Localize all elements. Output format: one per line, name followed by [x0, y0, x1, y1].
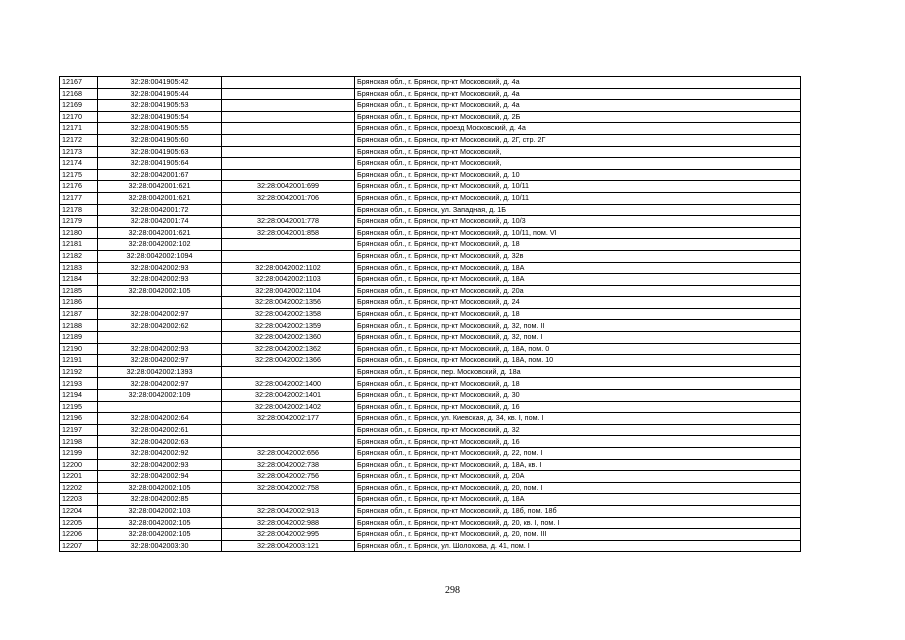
table-row	[60, 448, 801, 460]
address-cell: Брянская обл., г. Брянск, пр-кт Московский, д. 2Г, стр. 2Г	[355, 134, 801, 146]
related-cadastral-number-cell: 32:28:0042002:1356	[222, 297, 355, 309]
related-cadastral-number-cell	[222, 239, 355, 251]
cadastral-number-cell: 32:28:0042001:621	[98, 181, 222, 193]
address-cell: Брянская обл., г. Брянск, пр-кт Московский, д. 18б, пом. 18б	[355, 505, 801, 517]
related-cadastral-number-cell: 32:28:0042002:1400	[222, 378, 355, 390]
related-cadastral-number-cell	[222, 204, 355, 216]
address-cell: Брянская обл., г. Брянск, пр-кт Московский, д. 2Б	[355, 111, 801, 123]
related-cadastral-number-cell: 32:28:0042001:778	[222, 216, 355, 228]
row-number-cell: 12204	[60, 505, 98, 517]
related-cadastral-number-cell	[222, 494, 355, 506]
table-row	[60, 181, 801, 193]
table-row	[60, 239, 801, 251]
address-cell: Брянская обл., г. Брянск, пр-кт Московский, д. 32, пом. I	[355, 332, 801, 344]
address-cell: Брянская обл., г. Брянск, пр-кт Московский, д. 18А	[355, 494, 801, 506]
related-cadastral-number-cell: 32:28:0042002:913	[222, 505, 355, 517]
row-number-cell: 12182	[60, 250, 98, 262]
row-number-cell: 12179	[60, 216, 98, 228]
related-cadastral-number-cell	[222, 146, 355, 158]
table-row	[60, 216, 801, 228]
related-cadastral-number-cell: 32:28:0042002:1104	[222, 285, 355, 297]
table-row	[60, 355, 801, 367]
cadastral-number-cell: 32:28:0042002:63	[98, 436, 222, 448]
address-cell: Брянская обл., г. Брянск, пр-кт Московский, д. 32	[355, 424, 801, 436]
related-cadastral-number-cell	[222, 100, 355, 112]
address-cell: Брянская обл., г. Брянск, пр-кт Московский, д. 16	[355, 401, 801, 413]
table-row	[60, 378, 801, 390]
row-number-cell: 12192	[60, 366, 98, 378]
row-number-cell: 12200	[60, 459, 98, 471]
cadastral-number-cell: 32:28:0042002:62	[98, 320, 222, 332]
row-number-cell: 12196	[60, 413, 98, 425]
address-cell: Брянская обл., г. Брянск, пр-кт Московский, д. 20, кв. I, пом. I	[355, 517, 801, 529]
address-cell: Брянская обл., г. Брянск, пр-кт Московский,	[355, 146, 801, 158]
table-row	[60, 274, 801, 286]
row-number-cell: 12174	[60, 158, 98, 170]
cadastral-number-cell: 32:28:0042002:109	[98, 390, 222, 402]
related-cadastral-number-cell: 32:28:0042002:756	[222, 471, 355, 483]
related-cadastral-number-cell: 32:28:0042002:1103	[222, 274, 355, 286]
address-cell: Брянская обл., г. Брянск, пр-кт Московский, д. 18А, пом. 0	[355, 343, 801, 355]
address-cell: Брянская обл., г. Брянск, пр-кт Московский, д. 18А	[355, 262, 801, 274]
row-number-cell: 12193	[60, 378, 98, 390]
row-number-cell: 12189	[60, 332, 98, 344]
row-number-cell: 12186	[60, 297, 98, 309]
related-cadastral-number-cell: 32:28:0042002:177	[222, 413, 355, 425]
table-row	[60, 471, 801, 483]
row-number-cell: 12194	[60, 390, 98, 402]
row-number-cell: 12170	[60, 111, 98, 123]
table-row	[60, 204, 801, 216]
table-row	[60, 285, 801, 297]
related-cadastral-number-cell: 32:28:0042001:706	[222, 192, 355, 204]
cadastral-number-cell: 32:28:0042002:1094	[98, 250, 222, 262]
table-row	[60, 100, 801, 112]
table-row	[60, 123, 801, 135]
cadastral-number-cell: 32:28:0042002:94	[98, 471, 222, 483]
table-row	[60, 250, 801, 262]
table-row	[60, 192, 801, 204]
table-row	[60, 366, 801, 378]
row-number-cell: 12172	[60, 134, 98, 146]
cadastral-number-cell: 32:28:0042002:105	[98, 482, 222, 494]
row-number-cell: 12191	[60, 355, 98, 367]
table-row	[60, 401, 801, 413]
row-number-cell: 12180	[60, 227, 98, 239]
registry-table	[59, 76, 801, 552]
cadastral-number-cell: 32:28:0042001:67	[98, 169, 222, 181]
related-cadastral-number-cell: 32:28:0042002:758	[222, 482, 355, 494]
row-number-cell: 12177	[60, 192, 98, 204]
address-cell: Брянская обл., г. Брянск, пр-кт Московский, д. 4а	[355, 77, 801, 89]
address-cell: Брянская обл., г. Брянск, пр-кт Московский, д. 18	[355, 378, 801, 390]
cadastral-number-cell: 32:28:0042002:92	[98, 448, 222, 460]
table-row	[60, 297, 801, 309]
row-number-cell: 12197	[60, 424, 98, 436]
cadastral-number-cell: 32:28:0042002:105	[98, 517, 222, 529]
cadastral-number-cell: 32:28:0042002:97	[98, 378, 222, 390]
related-cadastral-number-cell	[222, 169, 355, 181]
table-row	[60, 517, 801, 529]
related-cadastral-number-cell	[222, 366, 355, 378]
table-row	[60, 111, 801, 123]
row-number-cell: 12185	[60, 285, 98, 297]
table-row	[60, 494, 801, 506]
address-cell: Брянская обл., г. Брянск, ул. Шолохова, д. 41, пом. I	[355, 540, 801, 552]
address-cell: Брянская обл., г. Брянск, пр-кт Московский, д. 10/11, пом. VI	[355, 227, 801, 239]
address-cell: Брянская обл., г. Брянск, пр-кт Московский, д. 10/3	[355, 216, 801, 228]
row-number-cell: 12201	[60, 471, 98, 483]
cadastral-number-cell: 32:28:0042002:105	[98, 285, 222, 297]
address-cell: Брянская обл., г. Брянск, ул. Киевская, д. 34, кв. I, пом. I	[355, 413, 801, 425]
cadastral-number-cell: 32:28:0042002:1393	[98, 366, 222, 378]
table-row	[60, 169, 801, 181]
table-row	[60, 262, 801, 274]
cadastral-number-cell: 32:28:0042002:97	[98, 355, 222, 367]
row-number-cell: 12207	[60, 540, 98, 552]
related-cadastral-number-cell: 32:28:0042002:1366	[222, 355, 355, 367]
table-row	[60, 308, 801, 320]
address-cell: Брянская обл., г. Брянск, пр-кт Московский, д. 18	[355, 239, 801, 251]
table-row	[60, 158, 801, 170]
cadastral-number-cell: 32:28:0042002:102	[98, 239, 222, 251]
address-cell: Брянская обл., г. Брянск, пр-кт Московский, д. 22, пом. I	[355, 448, 801, 460]
table-row	[60, 482, 801, 494]
related-cadastral-number-cell: 32:28:0042002:1102	[222, 262, 355, 274]
table-row	[60, 134, 801, 146]
row-number-cell: 12178	[60, 204, 98, 216]
cadastral-number-cell	[98, 332, 222, 344]
row-number-cell: 12181	[60, 239, 98, 251]
row-number-cell: 12203	[60, 494, 98, 506]
cadastral-number-cell: 32:28:0042001:621	[98, 227, 222, 239]
address-cell: Брянская обл., г. Брянск, пр-кт Московский, д. 20а	[355, 285, 801, 297]
table-row	[60, 77, 801, 89]
address-cell: Брянская обл., г. Брянск, ул. Западная, д. 1Б	[355, 204, 801, 216]
related-cadastral-number-cell	[222, 123, 355, 135]
row-number-cell: 12183	[60, 262, 98, 274]
cadastral-number-cell: 32:28:0042001:621	[98, 192, 222, 204]
row-number-cell: 12168	[60, 88, 98, 100]
table-row	[60, 332, 801, 344]
address-cell: Брянская обл., г. Брянск, пр-кт Московский, д. 10/11	[355, 192, 801, 204]
cadastral-number-cell: 32:28:0041905:53	[98, 100, 222, 112]
related-cadastral-number-cell: 32:28:0042002:1359	[222, 320, 355, 332]
related-cadastral-number-cell	[222, 111, 355, 123]
cadastral-number-cell: 32:28:0042002:93	[98, 274, 222, 286]
page-number: 298	[445, 585, 460, 596]
address-cell: Брянская обл., г. Брянск, пр-кт Московский, д. 32в	[355, 250, 801, 262]
related-cadastral-number-cell	[222, 250, 355, 262]
row-number-cell: 12184	[60, 274, 98, 286]
row-number-cell: 12205	[60, 517, 98, 529]
cadastral-number-cell: 32:28:0041905:44	[98, 88, 222, 100]
row-number-cell: 12167	[60, 77, 98, 89]
related-cadastral-number-cell	[222, 436, 355, 448]
row-number-cell: 12198	[60, 436, 98, 448]
table-row	[60, 529, 801, 541]
table-row	[60, 424, 801, 436]
cadastral-number-cell: 32:28:0041905:64	[98, 158, 222, 170]
table-row	[60, 390, 801, 402]
related-cadastral-number-cell: 32:28:0042002:1362	[222, 343, 355, 355]
cadastral-number-cell: 32:28:0042001:74	[98, 216, 222, 228]
address-cell: Брянская обл., г. Брянск, пр-кт Московский, д. 10/11	[355, 181, 801, 193]
address-cell: Брянская обл., г. Брянск, пр-кт Московский, д. 16	[355, 436, 801, 448]
related-cadastral-number-cell	[222, 77, 355, 89]
table-row	[60, 88, 801, 100]
related-cadastral-number-cell: 32:28:0042002:656	[222, 448, 355, 460]
row-number-cell: 12187	[60, 308, 98, 320]
related-cadastral-number-cell: 32:28:0042002:1358	[222, 308, 355, 320]
table-row	[60, 413, 801, 425]
cadastral-number-cell: 32:28:0042002:97	[98, 308, 222, 320]
address-cell: Брянская обл., г. Брянск, пр-кт Московский, д. 10	[355, 169, 801, 181]
address-cell: Брянская обл., г. Брянск, пр-кт Московский, д. 20, пом. III	[355, 529, 801, 541]
cadastral-number-cell: 32:28:0041905:54	[98, 111, 222, 123]
table-row	[60, 320, 801, 332]
related-cadastral-number-cell: 32:28:0042002:1401	[222, 390, 355, 402]
cadastral-number-cell: 32:28:0042002:103	[98, 505, 222, 517]
row-number-cell: 12175	[60, 169, 98, 181]
cadastral-number-cell: 32:28:0041905:42	[98, 77, 222, 89]
cadastral-number-cell	[98, 297, 222, 309]
related-cadastral-number-cell	[222, 134, 355, 146]
cadastral-number-cell: 32:28:0042002:64	[98, 413, 222, 425]
address-cell: Брянская обл., г. Брянск, пр-кт Московский, д. 4а	[355, 100, 801, 112]
related-cadastral-number-cell: 32:28:0042002:1402	[222, 401, 355, 413]
address-cell: Брянская обл., г. Брянск, пр-кт Московский, д. 20, пом. I	[355, 482, 801, 494]
registry-table-body	[60, 77, 801, 552]
cadastral-number-cell: 32:28:0042002:61	[98, 424, 222, 436]
related-cadastral-number-cell: 32:28:0042002:1360	[222, 332, 355, 344]
row-number-cell: 12195	[60, 401, 98, 413]
address-cell: Брянская обл., г. Брянск, проезд Московский, д. 4а	[355, 123, 801, 135]
table-row	[60, 146, 801, 158]
related-cadastral-number-cell	[222, 88, 355, 100]
address-cell: Брянская обл., г. Брянск, пр-кт Московский, д. 18А, пом. 10	[355, 355, 801, 367]
address-cell: Брянская обл., г. Брянск, пр-кт Московский, д. 24	[355, 297, 801, 309]
table-row	[60, 540, 801, 552]
address-cell: Брянская обл., г. Брянск, пр-кт Московский, д. 18	[355, 308, 801, 320]
cadastral-number-cell: 32:28:0041905:60	[98, 134, 222, 146]
table-row	[60, 436, 801, 448]
cadastral-number-cell: 32:28:0042002:93	[98, 262, 222, 274]
row-number-cell: 12173	[60, 146, 98, 158]
cadastral-number-cell: 32:28:0041905:63	[98, 146, 222, 158]
cadastral-number-cell	[98, 401, 222, 413]
table-row	[60, 459, 801, 471]
row-number-cell: 12188	[60, 320, 98, 332]
table-row	[60, 227, 801, 239]
address-cell: Брянская обл., г. Брянск, пр-кт Московский, д. 32, пом. II	[355, 320, 801, 332]
cadastral-number-cell: 32:28:0042003:30	[98, 540, 222, 552]
address-cell: Брянская обл., г. Брянск, пр-кт Московский, д. 4а	[355, 88, 801, 100]
address-cell: Брянская обл., г. Брянск, пр-кт Московский, д. 18А, кв. I	[355, 459, 801, 471]
row-number-cell: 12176	[60, 181, 98, 193]
table-row	[60, 505, 801, 517]
row-number-cell: 12206	[60, 529, 98, 541]
cadastral-number-cell: 32:28:0042002:85	[98, 494, 222, 506]
row-number-cell: 12199	[60, 448, 98, 460]
related-cadastral-number-cell	[222, 424, 355, 436]
related-cadastral-number-cell: 32:28:0042001:858	[222, 227, 355, 239]
row-number-cell: 12171	[60, 123, 98, 135]
address-cell: Брянская обл., г. Брянск, пер. Московский, д. 18а	[355, 366, 801, 378]
cadastral-number-cell: 32:28:0042001:72	[98, 204, 222, 216]
related-cadastral-number-cell: 32:28:0042003:121	[222, 540, 355, 552]
address-cell: Брянская обл., г. Брянск, пр-кт Московский,	[355, 158, 801, 170]
related-cadastral-number-cell: 32:28:0042002:988	[222, 517, 355, 529]
row-number-cell: 12202	[60, 482, 98, 494]
address-cell: Брянская обл., г. Брянск, пр-кт Московский, д. 18А	[355, 274, 801, 286]
row-number-cell: 12169	[60, 100, 98, 112]
related-cadastral-number-cell: 32:28:0042002:738	[222, 459, 355, 471]
related-cadastral-number-cell	[222, 158, 355, 170]
table-row	[60, 343, 801, 355]
related-cadastral-number-cell: 32:28:0042001:699	[222, 181, 355, 193]
cadastral-number-cell: 32:28:0042002:93	[98, 343, 222, 355]
cadastral-number-cell: 32:28:0042002:93	[98, 459, 222, 471]
address-cell: Брянская обл., г. Брянск, пр-кт Московский, д. 20А	[355, 471, 801, 483]
address-cell: Брянская обл., г. Брянск, пр-кт Московский, д. 30	[355, 390, 801, 402]
related-cadastral-number-cell: 32:28:0042002:995	[222, 529, 355, 541]
cadastral-number-cell: 32:28:0041905:55	[98, 123, 222, 135]
row-number-cell: 12190	[60, 343, 98, 355]
cadastral-number-cell: 32:28:0042002:105	[98, 529, 222, 541]
